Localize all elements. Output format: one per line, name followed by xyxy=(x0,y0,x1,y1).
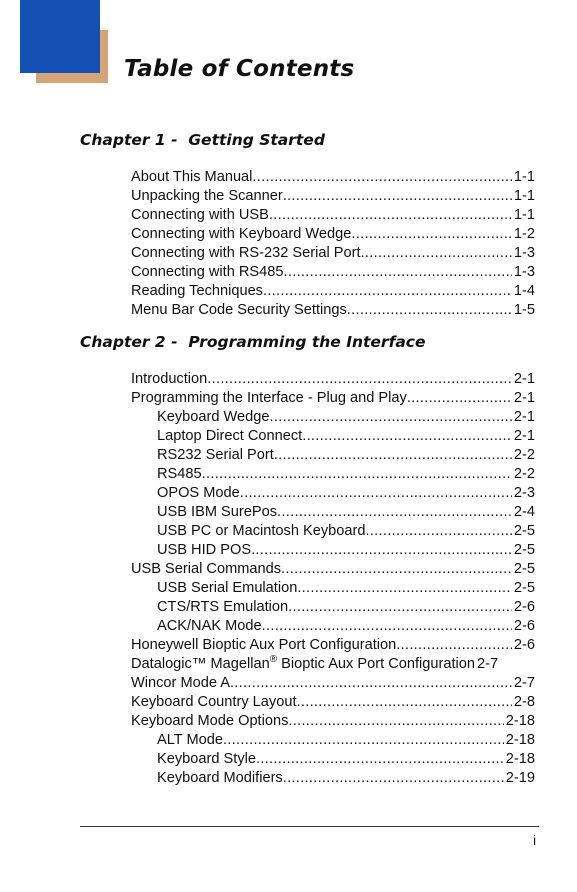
page-number: i xyxy=(533,832,537,848)
toc-entry[interactable] xyxy=(131,693,535,712)
toc-entry-page-number: 2-5 xyxy=(513,523,535,539)
toc-entry-title-text: Connecting with RS485 xyxy=(131,264,284,280)
toc-entry-title xyxy=(157,750,256,769)
toc-entry-title xyxy=(157,617,262,636)
dot-leader xyxy=(202,465,512,484)
toc-entry-title-continuation: Bioptic Aux Port Configuration xyxy=(277,656,476,672)
toc-entry[interactable] xyxy=(131,282,535,301)
toc-entry-page-number: 2-2 xyxy=(513,466,535,482)
toc-entry[interactable] xyxy=(131,225,535,244)
toc-entry-title-text: CTS/RTS Emulation xyxy=(157,599,289,615)
toc-entry-title xyxy=(157,408,270,427)
toc-entry-title xyxy=(157,598,288,617)
toc-entry-title-text: USB IBM SurePos xyxy=(157,504,278,520)
toc-entry-page-number: 2-5 xyxy=(513,580,535,596)
toc-entry[interactable] xyxy=(131,244,535,263)
toc-entry-page-number: 2-3 xyxy=(513,485,535,501)
chapter-2-heading: Chapter 2 - Programming the Interface xyxy=(80,333,426,351)
decorative-blue-square xyxy=(20,0,100,73)
toc-entry-title xyxy=(131,206,269,225)
toc-entry-title xyxy=(157,522,365,541)
dot-leader xyxy=(251,541,512,560)
toc-entry[interactable] xyxy=(131,168,535,187)
dot-leader xyxy=(365,522,511,541)
toc-entry-title-text: About This Manual xyxy=(131,169,253,185)
dot-leader xyxy=(252,168,511,187)
toc-entry-title xyxy=(131,225,351,244)
toc-entry-page-number: 1-1 xyxy=(513,169,535,185)
toc-entry[interactable] xyxy=(131,187,535,206)
toc-entry-title-text: Connecting with Keyboard Wedge xyxy=(131,226,352,242)
toc-entry-title-text: Keyboard Wedge xyxy=(157,409,270,425)
toc-entry-title xyxy=(157,484,240,503)
dot-leader xyxy=(283,187,512,206)
toc-entry[interactable] xyxy=(157,598,535,617)
dot-leader xyxy=(281,560,512,579)
footer-rule xyxy=(80,826,539,827)
toc-entry-title xyxy=(131,168,252,187)
toc-entry-title xyxy=(131,370,207,389)
toc-entry-title-text: USB Serial Emulation xyxy=(157,580,298,596)
toc-entry-title xyxy=(157,503,277,522)
toc-entry-page-number: 2-1 xyxy=(513,371,535,387)
registered-mark: ® xyxy=(269,654,278,665)
toc-entry[interactable] xyxy=(131,389,535,408)
dot-leader xyxy=(407,389,512,408)
toc-entry[interactable] xyxy=(131,655,535,674)
toc-entry[interactable] xyxy=(157,769,535,788)
toc-entry-page-number: 2-18 xyxy=(505,713,535,729)
dot-leader xyxy=(284,263,512,282)
toc-entry-page-number: 2-1 xyxy=(513,390,535,406)
toc-entry-page-number: 2-7 xyxy=(477,656,499,672)
toc-entry[interactable] xyxy=(131,206,535,225)
toc-entry-title xyxy=(131,636,396,655)
toc-entry[interactable] xyxy=(157,617,535,636)
toc-entry-page-number: 1-1 xyxy=(513,207,535,223)
toc-entry-title xyxy=(131,244,361,263)
toc-entry-title-text: Keyboard Mode Options xyxy=(131,713,289,729)
toc-entry-title-text: Keyboard Country Layout xyxy=(131,694,297,710)
toc-entry-title xyxy=(131,389,407,408)
toc-entry[interactable] xyxy=(157,522,535,541)
toc-entry[interactable] xyxy=(131,674,535,693)
toc-entry-title xyxy=(157,731,223,750)
toc-entry-title xyxy=(131,655,475,674)
toc-entry[interactable] xyxy=(157,731,535,750)
dot-leader xyxy=(302,427,512,446)
toc-entry[interactable] xyxy=(131,263,535,282)
dot-leader xyxy=(256,750,504,769)
dot-leader xyxy=(297,579,512,598)
toc-entry[interactable] xyxy=(157,503,535,522)
toc-entry[interactable] xyxy=(157,750,535,769)
toc-entry-title-text: Keyboard Modifiers xyxy=(157,770,283,786)
toc-entry[interactable] xyxy=(157,446,535,465)
toc-entry-page-number: 1-4 xyxy=(513,283,535,299)
toc-entry-title xyxy=(131,693,297,712)
toc-entry[interactable] xyxy=(157,408,535,427)
toc-entry-page-number: 2-5 xyxy=(513,542,535,558)
toc-entry-page-number: 2-2 xyxy=(513,447,535,463)
dot-leader xyxy=(297,693,512,712)
dot-leader xyxy=(262,617,512,636)
dot-leader xyxy=(207,370,512,389)
dot-leader xyxy=(277,503,512,522)
toc-entry-title-text: Reading Techniques xyxy=(131,283,263,299)
toc-entry-title xyxy=(157,541,251,560)
toc-entry-page-number: 2-1 xyxy=(513,428,535,444)
dot-leader xyxy=(288,598,512,617)
toc-entry-title xyxy=(157,579,297,598)
dot-leader xyxy=(270,408,512,427)
toc-entry-title-text: USB PC or Macintosh Keyboard xyxy=(157,523,366,539)
toc-entry[interactable] xyxy=(131,712,535,731)
dot-leader xyxy=(263,282,512,301)
toc-entry-title-text: Laptop Direct Connect xyxy=(157,428,303,444)
page-title: Table of Contents xyxy=(124,56,355,82)
toc-entry-title-text: Unpacking the Scanner xyxy=(131,188,283,204)
toc-entry-title xyxy=(131,301,347,320)
toc-entry-title xyxy=(157,427,302,446)
toc-entry-title-text: Datalogic™ Magellan xyxy=(131,656,270,672)
toc-entry-title xyxy=(131,712,288,731)
toc-entry-page-number: 1-5 xyxy=(513,302,535,318)
dot-leader xyxy=(347,301,512,320)
toc-entry[interactable] xyxy=(157,427,535,446)
toc-entry-page-number: 2-6 xyxy=(513,599,535,615)
toc-entry-title xyxy=(131,674,230,693)
toc-entry[interactable] xyxy=(131,560,535,579)
toc-entry-title-text: Honeywell Bioptic Aux Port Configuration xyxy=(131,637,397,653)
toc-entry-page-number: 2-7 xyxy=(513,675,535,691)
toc-entry-title-text: Programming the Interface - Plug and Play xyxy=(131,390,407,406)
dot-leader xyxy=(361,244,512,263)
toc-entry-page-number: 1-3 xyxy=(513,264,535,280)
toc-entry-title-text: RS232 Serial Port xyxy=(157,447,274,463)
toc-entry[interactable] xyxy=(157,465,535,484)
toc-entry-title-text: USB HID POS xyxy=(157,542,252,558)
toc-entry-page-number: 1-1 xyxy=(513,188,535,204)
toc-entry[interactable] xyxy=(157,484,535,503)
toc-entry-title-text: Connecting with RS-232 Serial Port xyxy=(131,245,361,261)
dot-leader xyxy=(230,674,512,693)
dot-leader xyxy=(283,769,504,788)
toc-entry[interactable] xyxy=(131,636,535,655)
dot-leader xyxy=(269,206,512,225)
dot-leader xyxy=(240,484,512,503)
toc-entry-title xyxy=(131,282,263,301)
toc-entry-title xyxy=(157,446,274,465)
toc-entry-title xyxy=(131,263,284,282)
toc-entry-title xyxy=(131,187,283,206)
toc-entry-title-text: OPOS Mode xyxy=(157,485,240,501)
toc-entry[interactable] xyxy=(131,301,535,320)
toc-entry-title xyxy=(131,560,281,579)
toc-entry-page-number: 2-8 xyxy=(513,694,535,710)
toc-entry-title-text: Connecting with USB xyxy=(131,207,269,223)
toc-entry-page-number: 2-18 xyxy=(505,751,535,767)
toc-entry-page-number: 2-4 xyxy=(513,504,535,520)
toc-entry-page-number: 2-19 xyxy=(505,770,535,786)
dot-leader xyxy=(396,636,512,655)
toc-entry-page-number: 2-5 xyxy=(513,561,535,577)
toc-entry[interactable] xyxy=(157,541,535,560)
toc-entry-title-text: ALT Mode xyxy=(157,732,223,748)
toc-entry-title-text: ACK/NAK Mode xyxy=(157,618,262,634)
chapter-1-heading: Chapter 1 - Getting Started xyxy=(80,131,325,149)
dot-leader xyxy=(288,712,503,731)
toc-entry-page-number: 2-6 xyxy=(513,637,535,653)
toc-entry-title-text: Menu Bar Code Security Settings xyxy=(131,302,347,318)
toc-entry-title xyxy=(157,465,202,484)
toc-entry-page-number: 2-6 xyxy=(513,618,535,634)
toc-entry-title-text: Wincor Mode A xyxy=(131,675,230,691)
toc-entry[interactable] xyxy=(157,579,535,598)
toc-entry-page-number: 1-3 xyxy=(513,245,535,261)
toc-entry[interactable] xyxy=(131,370,535,389)
dot-leader xyxy=(223,731,504,750)
toc-entry-title-text: RS485 xyxy=(157,466,202,482)
toc-entry-title xyxy=(157,769,283,788)
toc-entry-page-number: 1-2 xyxy=(513,226,535,242)
dot-leader xyxy=(274,446,512,465)
toc-entry-page-number: 2-18 xyxy=(505,732,535,748)
toc-entry-page-number: 2-1 xyxy=(513,409,535,425)
toc-entry-title-text: Introduction xyxy=(131,371,208,387)
toc-entry-title-text: USB Serial Commands xyxy=(131,561,282,577)
toc-entry-title-text: Keyboard Style xyxy=(157,751,256,767)
dot-leader xyxy=(351,225,512,244)
